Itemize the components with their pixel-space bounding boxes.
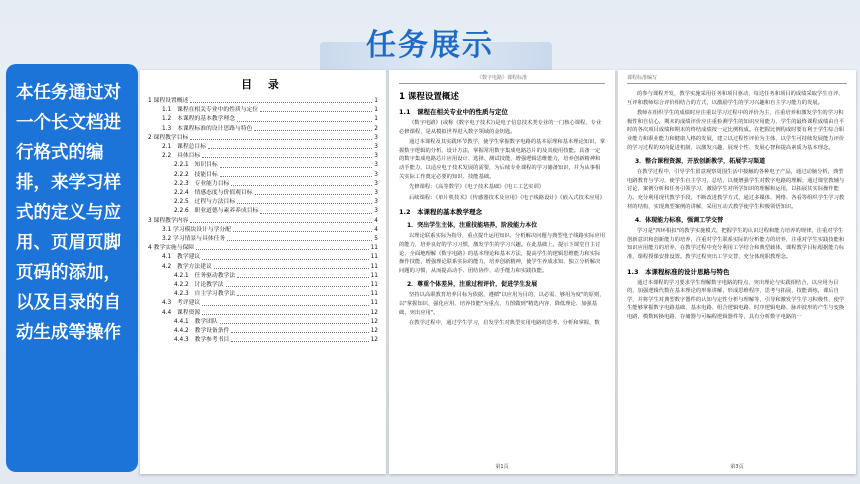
toc-entry-page: 1 xyxy=(374,107,378,114)
toc-entry[interactable] xyxy=(148,318,378,327)
toc-entry[interactable] xyxy=(148,180,378,189)
toc-leader-dots xyxy=(233,226,372,232)
toc-entry-page: 3 xyxy=(374,171,378,178)
toc-entry-page: 3 xyxy=(374,144,378,151)
toc-entry-label: 4.2.1 任务驱动教学法 xyxy=(174,272,236,279)
toc-page xyxy=(140,70,386,474)
toc-entry-label: 4.2.2 讨论教学法 xyxy=(174,282,224,289)
toc-leader-dots xyxy=(220,161,373,167)
toc-entry[interactable] xyxy=(148,189,378,198)
toc-entry-page: 12 xyxy=(370,328,378,335)
page-footer: 第1页 xyxy=(495,464,509,470)
toc-entry[interactable] xyxy=(148,263,378,272)
toc-entry-label: 3 课程教学内容 xyxy=(148,217,189,224)
slide-title: 任务展示 xyxy=(366,28,494,63)
toc-entry-label: 2.2.3 专业能力目标 xyxy=(174,180,230,187)
toc-entry[interactable] xyxy=(148,290,378,299)
toc-entry-label: 4.1 教学建议 xyxy=(162,254,201,261)
toc-entry-page: 1 xyxy=(374,98,378,104)
toc-entry-label: 4.4.1 教学团队 xyxy=(174,318,218,325)
toc-leader-dots xyxy=(190,97,372,103)
toc-entry-page: 1 xyxy=(374,116,378,123)
paragraph: 以理论联系实际为指导，重点提升运用知识、分析解决问题与典型电子线路实际应用的能力，培养良好的学习习惯，激发学生的学习兴趣。在此基础上，提示下课堂自主讨论、全面地理解《数字电路》的基本理论和基本方法，提高学生的逻辑思维能力和实际操作技能，增强理论联系实际的能力，培养创新精神，使学生养成求知、独立分析解决问题的习惯，从而提高动手、团结协作、动手能力和实践技能。 xyxy=(399,233,605,274)
document-page-1 xyxy=(389,70,615,474)
toc-entry-label: 1 课程设置概述 xyxy=(148,98,189,104)
toc-entry-page: 4 xyxy=(374,217,378,224)
description-text: 本任务通过对一个长文档进行格式的编排，来学习样式的定义与应用、页眉页脚页码的添加，以及目录的自动生成等操作 xyxy=(16,83,121,343)
toc-entry-page: 3 xyxy=(374,162,378,169)
toc-leader-dots xyxy=(190,134,372,140)
toc-leader-dots xyxy=(231,336,368,342)
toc-leader-dots xyxy=(260,106,372,112)
toc-entry-label: 1.2 本课程的基本教学理念 xyxy=(162,116,235,123)
toc-leader-dots xyxy=(227,235,372,241)
toc-leader-dots xyxy=(237,290,368,296)
toc-entry-page: 11 xyxy=(370,245,378,252)
paragraph: 坚持以高职教育培养目标为依据，遵循"以应用为目的，以必需、够用为度"的原则，以"掌握知识、强化应用、培养技能"为重点，力图做到"精选内容、降低理论、加强基础、突出应用"。 xyxy=(399,292,605,316)
toc-entry-label: 3.1 学习模块设计与学分配 xyxy=(162,226,232,233)
toc-entry-label: 4.2.3 自主学习教学法 xyxy=(174,291,236,298)
toc-entry-label: 4.4 课程资源 xyxy=(162,309,201,316)
toc-entry-page: 4 xyxy=(374,226,378,233)
toc-entry-label: 2.2.1 知识目标 xyxy=(174,162,218,169)
toc-entry-page: 11 xyxy=(370,263,378,270)
paragraph: 通过本课程的学习要求学生理解数字电路的特点，突出理论与实践相结合，以应用为目的，加强逻辑代数在基本理论的形象讲解，形成思维程序，思考与拓展，技能训练，课后自学，并将学生对典型数字器件的认知与定性分析与理解等，引导和激发学生学习积极性，使学生能够掌握数字电路基础、基本电路、组合逻辑电路、时序逻辑电路、脉冲波形的产生与变换电路，模数转换电路、存储器与可编程逻辑器件等，具有分析数字电路的一 xyxy=(627,279,845,320)
paragraph: 《数字电路》(或称《数字电子技术》)是电子信息技术类专业的一门核心课程，专业必修课程，是从模拟世界进入数字领域的金钥匙。 xyxy=(399,120,602,135)
paragraph: 教师在组织学生的成绩时应注重以学习过程中的评价为主，注重培养和激发学生的学习积极性和自信心，期末的成绩评价应注重检测学生的知识应用能力、学生的最终课程成绩由自平时的各次项目成绩和期末的终结成绩按一定比例构成。在把握比例构成时要有利于学生综合职业能力和职业能力和健康人格的发展，建立以过程性评价为主体、以学生可持续发展能力评价的学习过程的双向促进机制，以激发兴趣、展现个性、发展心智和提高素质为基本理念。 xyxy=(627,110,845,151)
toc-entry-page: 11 xyxy=(370,272,378,279)
toc-leader-dots xyxy=(202,299,368,305)
page-footer: 第3页 xyxy=(730,464,744,470)
heading-1: 1 课程设置概述 xyxy=(399,92,459,102)
toc-entry[interactable] xyxy=(148,115,378,124)
toc-entry[interactable] xyxy=(148,97,378,106)
heading-sub: 3．整合课程资源，开放创新教学，拓展学习渠道 xyxy=(635,158,766,166)
toc-entry-label: 1.3 本课程标准的设计思路与特色 xyxy=(162,125,253,132)
toc-entry-page: 11 xyxy=(370,300,378,307)
toc-leader-dots xyxy=(226,281,369,287)
toc-leader-dots xyxy=(237,272,368,278)
toc-entry[interactable] xyxy=(148,125,378,134)
toc-entry-page: 11 xyxy=(370,291,378,298)
toc-leader-dots xyxy=(254,125,372,131)
toc-leader-dots xyxy=(231,327,368,333)
toc-entry-page: 11 xyxy=(370,254,378,261)
toc-entry-page: 3 xyxy=(374,134,378,141)
toc-entry[interactable] xyxy=(148,106,378,115)
toc-leader-dots xyxy=(202,152,372,158)
toc-entry-label: 2 课程教学目标 xyxy=(148,134,189,141)
paragraph: 先修课程：《高等数学》《电子技术基础》《电工工艺实训》 xyxy=(409,184,545,191)
toc-leader-dots xyxy=(237,198,372,204)
toc-entry-label: 2.1 课程总目标 xyxy=(162,144,207,151)
toc-entry-label: 2.2.5 过程与方法目标 xyxy=(174,199,236,206)
heading-1-1: 1.1 课程在相关专业中的性质与定位 xyxy=(399,108,509,116)
toc-entry-label: 4 教学实施与保障 xyxy=(148,245,195,252)
toc-entry-page: 3 xyxy=(374,153,378,160)
paragraph: 通过本课程及其实践环节教学，使学生掌握数字电路的基本原理和基本理论知识，掌握数字逻辑的分析、设计方法，掌握常用数字集成电路芯片的及其使用技能。具备一定的数字集成电路芯片应用设计、选择、测试技能，增强逻辑思维能力，培养创新精神和动手能力，以适应电子技术发展的需要，为后续专业课程的学习储备知识，并为从事相关实际工作奠定必要的知识、技能基础。 xyxy=(399,139,605,180)
toc-entry-label: 2.2.4 情感态度与价值观目标 xyxy=(174,190,253,197)
toc-entry-page: 12 xyxy=(370,318,378,325)
toc-entry-page: 12 xyxy=(370,337,378,344)
toc-entry[interactable] xyxy=(148,143,378,152)
toc-leader-dots xyxy=(202,253,368,259)
page-header: 《数字电路》课程标准 xyxy=(399,74,605,84)
toc-entry-page: 5 xyxy=(374,236,378,243)
paragraph: 后续课程：《单片机技术》《传感器技术及应用》《电子线路设计》《嵌入式技术应用》 xyxy=(409,194,605,201)
toc-entry[interactable] xyxy=(148,253,378,262)
toc-leader-dots xyxy=(220,171,373,177)
toc-entry-page: 2 xyxy=(374,125,378,132)
toc-entry-page: 3 xyxy=(374,190,378,197)
heading-sub: 1．突出学生主体，注重技能培养，阶段能力本位 xyxy=(407,222,538,230)
toc-entry-label: 4.2 教学方法建议 xyxy=(162,263,212,270)
toc-entry[interactable] xyxy=(148,299,378,308)
paragraph: 的参与课程开发，教学实施采用任务和项目驱动，每达任务和项目的成绩采取学生自评、互评和教师综合评价相结合的方式，以激励学生的学习兴趣和自主学习能力的发展。 xyxy=(627,91,844,106)
toc-entry-label: 2.2.2 技能目标 xyxy=(174,171,218,178)
toc-entry[interactable] xyxy=(148,152,378,161)
toc-entry[interactable] xyxy=(148,217,378,226)
toc-entry[interactable] xyxy=(148,327,378,336)
toc-leader-dots xyxy=(196,244,369,250)
heading-sub: 2．尊重个体差异，注重过程评价，促进学生发展 xyxy=(407,281,538,289)
toc-entry-page: 3 xyxy=(374,208,378,215)
toc-leader-dots xyxy=(237,115,372,121)
description-panel xyxy=(6,64,138,472)
paragraph: 在教学过程中，通过学生学习，启发学生对典型实用电路的思考、分析和掌握，数 xyxy=(409,320,600,327)
toc-entry-label: 1.1 课程在相关专业中的性质与定位 xyxy=(162,107,259,114)
toc-leader-dots xyxy=(214,263,369,269)
toc-entry[interactable] xyxy=(148,207,378,216)
toc-entry-page: 3 xyxy=(374,180,378,187)
toc-entry-label: 3.2 学习情景与具体任务 xyxy=(162,236,226,243)
toc-leader-dots xyxy=(202,309,368,315)
toc-entry-page: 3 xyxy=(374,199,378,206)
toc-entry-label: 4.4.2 教学设备条件 xyxy=(174,328,230,335)
toc-entry[interactable] xyxy=(148,235,378,244)
toc-entry-page: 12 xyxy=(370,309,378,316)
toc-leader-dots xyxy=(255,189,373,195)
page-header: 课程标准编写 xyxy=(627,74,847,84)
paragraph: 学习是"四环相扣"的教学实施模式，把握学生的认识过程和能力培养的规律，注重对学生创新意识和创新能力的培养，注重对学生联系实际的分析能力的培养，注重对学生实践技能和知识应用能力的培养，在教学过程中充分利用工学结合和典型载体，课程教学目标根据能力标准，课程授课安排设置。教学过程突出工学交替，充分体现职教理念。 xyxy=(627,228,845,260)
toc-entry[interactable] xyxy=(148,198,378,207)
toc-leader-dots xyxy=(231,180,372,186)
document-page-3 xyxy=(618,70,856,474)
toc-entry-label: 2.2 具体目标 xyxy=(162,153,201,160)
toc-entry[interactable] xyxy=(148,272,378,281)
paragraph: 在教学过程中，引导学生留意观察周围生活中接触的各种电子产品，通过动脑分析，典型电路教育与学习，使学生自主学习，总结，以便增强学生对数字电路的理解；通过课堂教辅与讨论，案例分析和任务引领学习，激励学生对所学知识的理解和运用，以拓展其实际操作能力。充分利用现代教学手段，不断改进教学方式，通过多媒体、网络、各看等组织学生学习教材的结构，实现典型案例的讲解，采用互动式教学使学生积极领悟知识。 xyxy=(627,169,845,210)
toc-entry-label: 4.4.3 教学参考书目 xyxy=(174,337,230,344)
heading-1-2: 1.2 本课程的基本教学理念 xyxy=(399,208,483,217)
toc-title: 目 录 xyxy=(241,78,285,91)
heading-sub: 4．体现能力标准，强调工学交替 xyxy=(635,217,724,225)
heading-1-3: 1.3 本课程标准的设计思路与特色 xyxy=(627,267,730,276)
toc-entry[interactable] xyxy=(148,244,378,253)
toc-entry[interactable] xyxy=(148,336,378,345)
toc-entry-label: 4.3 考评建议 xyxy=(162,300,201,307)
toc-leader-dots xyxy=(190,217,372,223)
toc-entry[interactable] xyxy=(148,161,378,170)
toc-entry[interactable] xyxy=(148,226,378,235)
toc-entry[interactable] xyxy=(148,171,378,180)
toc-entry-label: 2.2.6 职业道德与素养养成目标 xyxy=(174,208,259,215)
toc-leader-dots xyxy=(208,143,372,149)
toc-entry[interactable] xyxy=(148,281,378,290)
toc-entry-page: 11 xyxy=(370,282,378,289)
toc-leader-dots xyxy=(220,318,369,324)
toc-list xyxy=(148,97,378,345)
toc-leader-dots xyxy=(260,207,372,213)
toc-entry[interactable] xyxy=(148,134,378,143)
toc-entry[interactable] xyxy=(148,309,378,318)
